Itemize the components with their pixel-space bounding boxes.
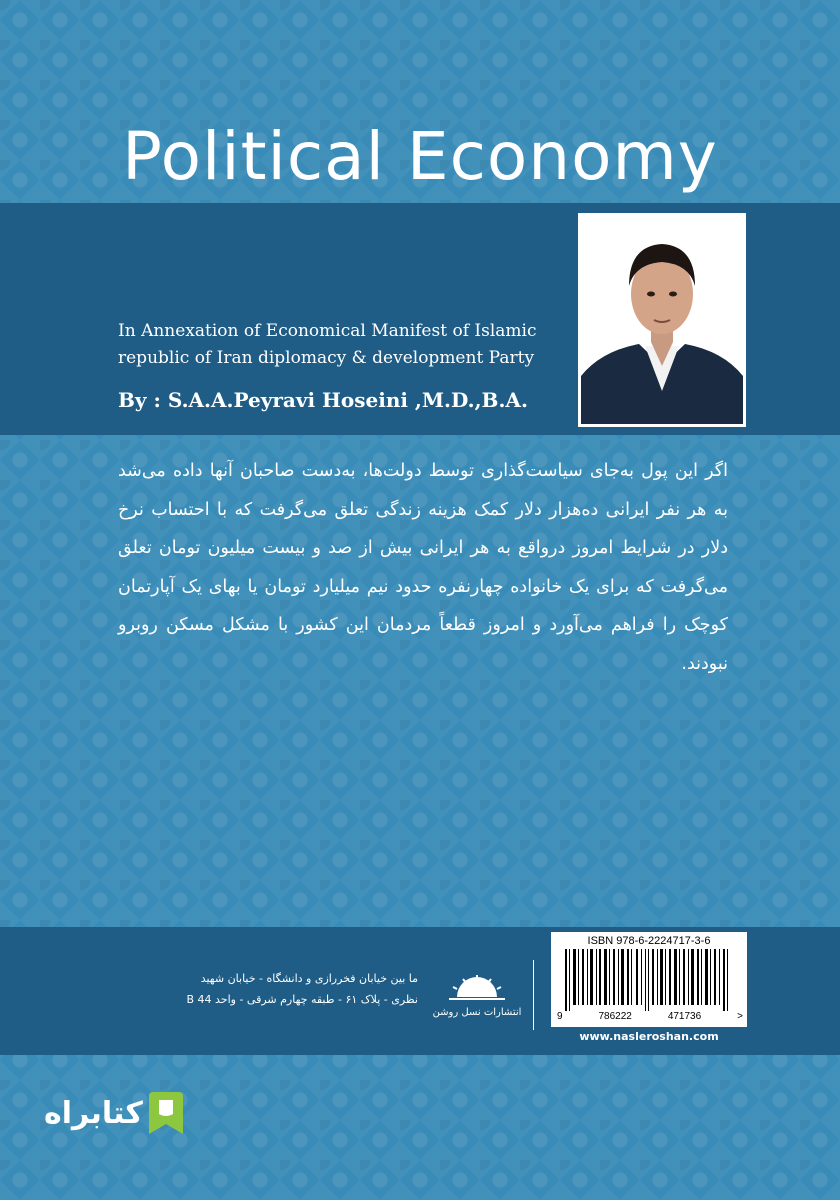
book-title: Political Economy — [122, 118, 718, 195]
book-subtitle — [118, 318, 568, 372]
barcode-digit-last: > — [737, 1011, 743, 1022]
barcode-digits — [557, 1011, 743, 1022]
blurb-text: اگر این پول به‌جای سیاست‌گذاری توسط دولت‌ها، به‌دست صاحبان آنها داده می‌شد به هر نفر ایرانی ده‌هزار دلار کمک هزینه زندگی تعلق می‌گرفت که با احتساب نرخ دلار در شرایط امروز درواقع به هر ایرانی بیش از صد و بیست میلیون تومان تعلق می‌گرفت که برای یک خانواده چهارنفره حدود نیم میلیارد تومان یا بهای یک آپارتمان کوچک را فراهم می‌آورد و امروز قطعاً مردمان این کشور با مشکل مسکن روبرو نبودند. — [118, 461, 728, 674]
barcode-digits-left: 786222 — [598, 1011, 632, 1022]
address-line-2: نظری - پلاک ۶۱ - طبقه چهارم شرقی - واحد 44 B — [186, 993, 418, 1006]
footer-divider — [533, 960, 534, 1030]
author-byline: By : S.A.A.Peyravi Hoseini ,M.D.,B.A. — [118, 388, 528, 412]
store-logo-text: کتابراه — [44, 1095, 143, 1131]
publisher-name: انتشارات نسل روشن — [432, 1007, 522, 1018]
subtitle-line-1: In Annexation of Economical Manifest of Islamic — [118, 321, 537, 341]
isbn-number: ISBN 978-6-2224717-3-6 — [587, 935, 711, 947]
barcode-icon — [559, 949, 739, 1011]
address-line-1: ما بین خیابان فخررازی و دانشگاه - خیابان شهید — [200, 972, 418, 985]
store-logo — [44, 1092, 183, 1134]
barcode-digits-right: 471736 — [667, 1011, 702, 1022]
barcode-digit-first: 9 — [557, 1011, 563, 1022]
isbn-barcode — [551, 932, 747, 1046]
sunrise-icon — [447, 975, 507, 1001]
publisher-website: www.nasleroshan.com — [551, 1027, 747, 1046]
author-portrait-icon — [581, 216, 743, 424]
bookmark-icon — [149, 1092, 183, 1134]
author-photo — [578, 213, 746, 427]
publisher-address — [118, 968, 418, 1010]
subtitle-line-2: republic of Iran diplomacy & development Party — [118, 348, 535, 368]
publisher-logo — [427, 975, 527, 1018]
